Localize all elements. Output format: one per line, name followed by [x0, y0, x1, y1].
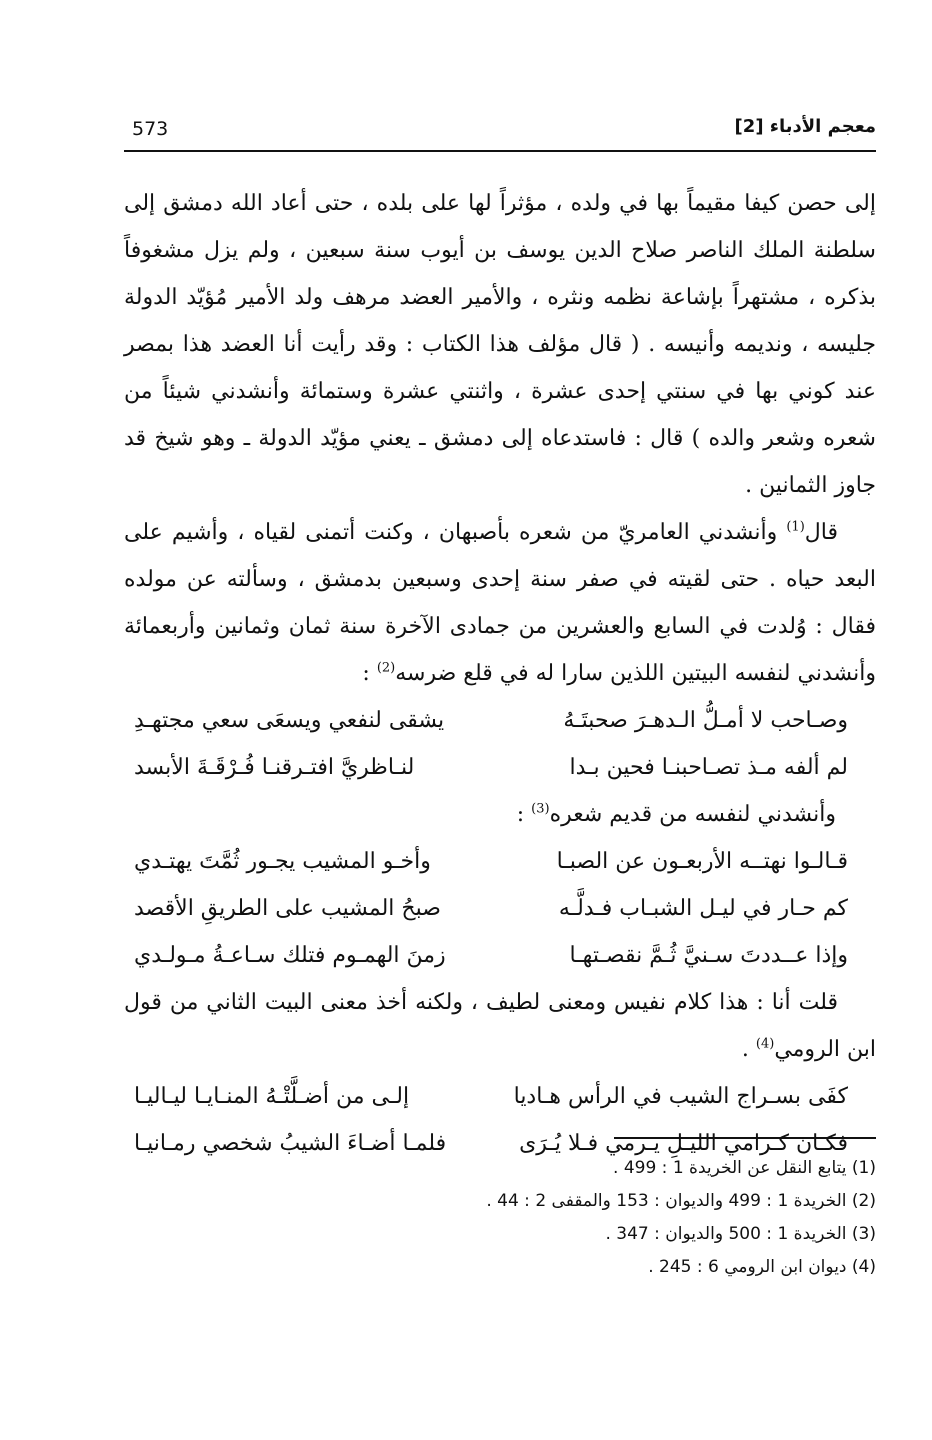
running-title: معجم الأدباء [2]: [734, 116, 876, 137]
paragraph-3-text: قلت أنا : هذا كلام نفيس ومعنى لطيف ، ولكنه أخذ معنى البيت الثاني من قول ابن الرومي: [124, 990, 876, 1062]
hemistich-second: إلـى من أضـلَّتْـهُ المنـايـا ليـاليـا: [134, 1084, 410, 1109]
paragraph-2: [124, 509, 876, 697]
hemistich-first: لم ألفه مـذ تصـاحبنـا فحين بـدا: [569, 755, 848, 780]
page-number: 573: [132, 118, 169, 140]
paragraph-3: [124, 979, 876, 1073]
page-header: [124, 112, 876, 148]
paragraph-2-start: قال: [804, 520, 838, 545]
hemistich-first: كفَى بسـراج الشيب في الرأس هـاديا: [513, 1084, 848, 1109]
body-text: [124, 180, 876, 1167]
hemistich-second: فلمـا أضـاءَ الشيبُ شخصي رمـانيـا: [134, 1131, 447, 1156]
footnotes: [176, 1152, 876, 1284]
paragraph-2-end: :: [362, 661, 377, 686]
verse-line: [124, 838, 876, 885]
footnote-ref-3: (3): [531, 801, 550, 817]
verse-line: [124, 885, 876, 932]
hemistich-first: كم حـار في ليـل الشبـاب فـدلَّـه: [558, 896, 848, 921]
footnote-4: (4) ديوان ابن الرومي 6 : 245 .: [648, 1257, 876, 1277]
paragraph-3-end: .: [741, 1037, 756, 1062]
verse-intro-end: :: [516, 802, 532, 827]
paragraph-1: إلى حصن كيفا مقيماً بها في ولده ، مؤثراً لها على بلده ، حتى أعاد الله دمشق إلى سلطنة الملك الناصر صلاح الدين يوسف بن أيوب سنة سبعين ، ولم يزل مشغوفاً بذكره ، مشتهراً بإشاعة نظمه ونثره ، والأمير العضد مرهف ولد الأمير مُؤيّد الدولة جليسه ، ونديمه وأنيسه . ( قال مؤلف هذا الكتاب : وقد رأيت أنا العضد هذا بمصر عند كوني بها في سنتي إحدى عشرة ، واثنتي عشرة وستمائة وأنشدني شيئاً من شعره وشعر والده ) قال : فاستدعاه إلى دمشق ـ يعني مؤيّد الدولة ـ وهو شيخ قد جاوز الثمانين .: [124, 191, 876, 498]
footnote-2: (2) الخريدة 1 : 499 والديوان : 153 والمقفى 2 : 44 .: [486, 1191, 876, 1211]
footnote-rule: [614, 1137, 876, 1139]
footnote-ref-4: (4): [755, 1036, 775, 1052]
footnote-ref-1: (1): [786, 519, 805, 535]
hemistich-second: يشقى لنفعي ويسعَى سعي مجتهـدِ: [134, 708, 445, 733]
hemistich-first: وإذا عــددتَ سـنيَّ ثُـمَّ نقصـتهـا: [569, 943, 848, 968]
paragraph-2-body: وأنشدني العامريّ من شعره بأصبهان ، وكنت أتمنى لقياه ، وأشيم على البعد حياه . حتى لقيته في صفر سنة إحدى وسبعين بدمشق ، وسألته عن مولده فقال : وُلدت في السابع والعشرين من جمادى الآخرة سنة ثمان وثمانين وأربعمائة وأنشدني لنفسه البيتين اللذين سارا له في قلع ضرسه: [124, 520, 876, 686]
verse-line: [124, 744, 876, 791]
hemistich-second: لنـاظريَّ افتـرقنـا فُـرْقَـةَ الأبسد: [134, 755, 415, 780]
hemistich-first: وصـاحب لا أمـلُّ الـدهـرَ صحبتَـهُ: [563, 708, 848, 733]
verse-intro-text: وأنشدني لنفسه من قديم شعره: [549, 802, 836, 827]
hemistich-second: صبحُ المشيب على الطريقِ الأقصد: [134, 896, 441, 921]
footnote-ref-2: (2): [376, 660, 396, 676]
verse-line: [124, 932, 876, 979]
footnote-3: (3) الخريدة 1 : 500 والديوان : 347 .: [605, 1224, 876, 1244]
hemistich-first: قـالـوا نهتــه الأربعـون عن الصبـا: [556, 849, 848, 874]
hemistich-first: فكـان كـرامي الليـلِ يـرمي فـلا يُـرَى: [519, 1131, 848, 1156]
header-rule: [124, 150, 876, 152]
verse-line: [124, 697, 876, 744]
hemistich-second: وأخـو المشيب يجـور ثُمَّتَ يهتـدي: [134, 849, 431, 874]
footnote-1: (1) يتابع النقل عن الخريدة 1 : 499 .: [613, 1158, 876, 1178]
verse-line: [124, 1073, 876, 1120]
verse-intro: [124, 791, 876, 838]
hemistich-second: زمنَ الهمـوم فتلك سـاعـةُ مـولـدي: [134, 943, 446, 968]
verse-block-1: [124, 697, 876, 791]
verse-block-2: [124, 838, 876, 979]
